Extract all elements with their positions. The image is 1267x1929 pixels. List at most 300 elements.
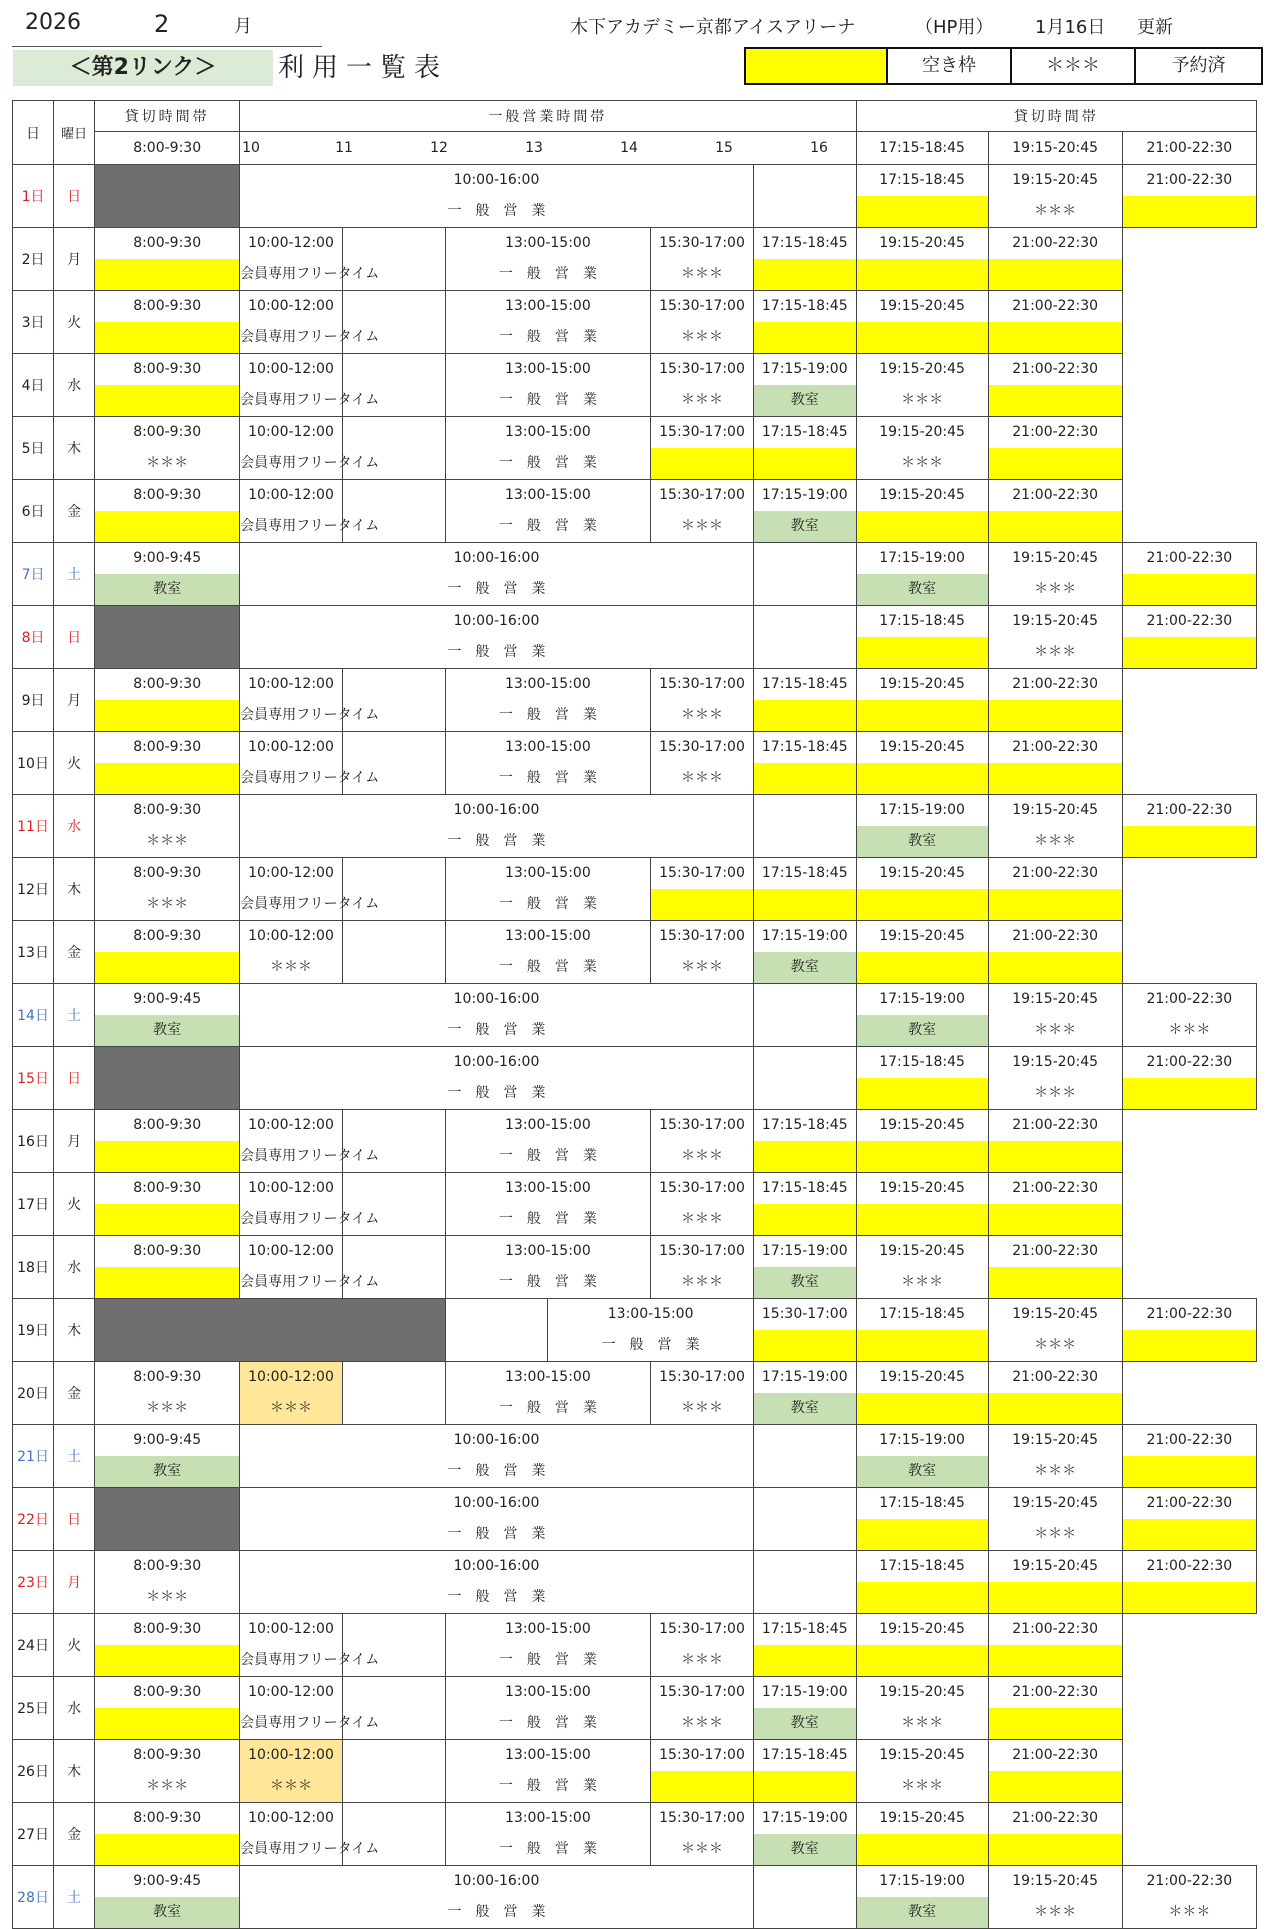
evening-slot-2[interactable] xyxy=(988,543,1122,606)
evening-slot-2[interactable] xyxy=(856,417,988,480)
evening-slot-1[interactable] xyxy=(856,1047,988,1110)
general-session-time: 10:00-16:00 xyxy=(453,802,540,818)
morning-slot[interactable] xyxy=(95,732,240,795)
evening-slot-3[interactable] xyxy=(988,921,1122,984)
morning-slot[interactable] xyxy=(95,1425,240,1488)
member-freetime-slot[interactable] xyxy=(240,1173,380,1236)
evening-slot-1[interactable] xyxy=(856,165,988,228)
evening-slot-1-time: 17:15-18:45 xyxy=(761,1747,848,1763)
member-freetime-slot-status: 会員専用フリータイム xyxy=(240,1211,380,1227)
table-row xyxy=(13,1677,1257,1740)
table-row xyxy=(13,858,1257,921)
evening-slot-2[interactable] xyxy=(856,1236,988,1299)
member-freetime-slot-status: 会員専用フリータイム xyxy=(240,518,380,534)
evening-slot-3-status xyxy=(1123,637,1256,668)
general-session[interactable] xyxy=(445,1236,651,1299)
morning-slot-time: 8:00-9:30 xyxy=(133,1117,202,1133)
hour-label: 11 xyxy=(335,139,353,156)
evening-slot-2-time: 19:15-20:45 xyxy=(879,1747,965,1763)
general-session[interactable] xyxy=(240,1425,754,1488)
evening-slot-3[interactable] xyxy=(988,1236,1122,1299)
afternoon-slot-time: 15:30-17:00 xyxy=(659,676,745,692)
evening-slot-3[interactable] xyxy=(988,291,1122,354)
general-session-time: 10:00-16:00 xyxy=(453,1054,540,1070)
evening-slot-3-status xyxy=(989,1267,1122,1298)
evening-slot-2[interactable] xyxy=(856,291,988,354)
member-freetime-slot[interactable] xyxy=(240,858,380,921)
general-session-status: 一 般 営 業 xyxy=(498,1715,597,1731)
evening-slot-2[interactable] xyxy=(856,1677,988,1740)
evening-slot-2-status xyxy=(857,889,988,920)
hour-label: 13 xyxy=(525,139,543,156)
member-freetime-slot-status: 会員専用フリータイム xyxy=(240,770,380,786)
member-freetime-slot[interactable] xyxy=(240,1803,380,1866)
evening-slot-1[interactable] xyxy=(753,291,856,354)
morning-slot[interactable] xyxy=(95,1173,240,1236)
table-row xyxy=(13,480,1257,543)
morning-slot[interactable] xyxy=(95,1803,240,1866)
general-session[interactable] xyxy=(445,732,651,795)
afternoon-slot[interactable] xyxy=(651,291,754,354)
evening-slot-2[interactable] xyxy=(856,228,988,291)
member-freetime-slot[interactable] xyxy=(240,1677,380,1740)
evening-slot-1[interactable] xyxy=(856,1425,988,1488)
evening-slot-3-time: 21:00-22:30 xyxy=(1012,1747,1099,1763)
evening-slot-1[interactable] xyxy=(856,984,988,1047)
evening-slot-1[interactable] xyxy=(753,732,856,795)
evening-slot-1-time: 17:15-18:45 xyxy=(761,298,848,314)
general-session-status: 一 般 営 業 xyxy=(498,1211,597,1227)
general-session[interactable] xyxy=(445,354,651,417)
evening-slot-1-status xyxy=(754,700,856,731)
general-session-time: 10:00-16:00 xyxy=(453,1432,540,1448)
morning-slot[interactable] xyxy=(95,858,240,921)
general-session[interactable] xyxy=(445,291,651,354)
member-freetime-slot-time: 10:00-12:00 xyxy=(240,1362,342,1393)
evening-slot-2-status xyxy=(857,1834,988,1865)
evening-slot-3[interactable] xyxy=(988,1740,1122,1803)
member-freetime-slot[interactable] xyxy=(240,291,380,354)
morning-slot[interactable] xyxy=(95,1362,240,1425)
member-freetime-slot[interactable] xyxy=(240,354,380,417)
evening-slot-1[interactable] xyxy=(753,921,856,984)
evening-slot-3-status xyxy=(989,1771,1122,1802)
afternoon-slot[interactable] xyxy=(753,1299,856,1362)
general-session[interactable] xyxy=(240,1488,754,1551)
evening-slot-3-status xyxy=(989,700,1122,731)
evening-slot-3-status xyxy=(989,1393,1122,1424)
evening-slot-2[interactable] xyxy=(988,984,1122,1047)
morning-slot[interactable] xyxy=(95,291,240,354)
evening-slot-2-status xyxy=(857,259,988,290)
member-freetime-slot-status: 会員専用フリータイム xyxy=(240,1841,380,1857)
general-session-time: 13:00-15:00 xyxy=(505,928,591,944)
afternoon-slot[interactable] xyxy=(651,1677,754,1740)
evening-slot-3[interactable] xyxy=(1122,1551,1256,1614)
evening-slot-2-time: 19:15-20:45 xyxy=(879,1180,965,1196)
evening-slot-2[interactable] xyxy=(988,1047,1122,1110)
evening-slot-3[interactable] xyxy=(1122,1047,1256,1110)
evening-slot-1[interactable] xyxy=(753,228,856,291)
evening-slot-1[interactable] xyxy=(856,1551,988,1614)
general-session[interactable] xyxy=(240,606,754,669)
evening-slot-3-status xyxy=(1123,196,1256,227)
rink-tag: ＜第2リンク＞ xyxy=(13,50,273,86)
general-session[interactable] xyxy=(445,921,651,984)
evening-slot-3[interactable] xyxy=(1122,1866,1256,1929)
afternoon-slot[interactable] xyxy=(651,228,754,291)
morning-slot[interactable] xyxy=(95,1551,240,1614)
evening-slot-1[interactable] xyxy=(753,417,856,480)
afternoon-slot[interactable] xyxy=(651,732,754,795)
evening-slot-2-time: 19:15-20:45 xyxy=(1012,613,1099,629)
general-session-time: 10:00-16:00 xyxy=(453,1873,540,1889)
general-session[interactable] xyxy=(445,228,651,291)
evening-slot-3-status xyxy=(989,1141,1122,1172)
evening-slot-3-time: 21:00-22:30 xyxy=(1146,613,1233,629)
evening-slot-1-time: 17:15-19:00 xyxy=(761,928,848,944)
morning-slot[interactable] xyxy=(95,228,240,291)
evening-slot-2[interactable] xyxy=(856,921,988,984)
morning-slot-status: 教室 xyxy=(95,1015,239,1046)
general-session[interactable] xyxy=(445,1362,651,1425)
afternoon-slot[interactable] xyxy=(651,1362,754,1425)
morning-slot[interactable] xyxy=(95,1488,240,1551)
evening-slot-1-status xyxy=(857,637,988,668)
general-session-label: 一 般 営 業 xyxy=(447,833,546,849)
evening-slot-2-status: ＊＊＊ xyxy=(1034,581,1077,597)
morning-slot[interactable] xyxy=(95,1110,240,1173)
evening-slot-1[interactable] xyxy=(753,1110,856,1173)
member-freetime-slot[interactable] xyxy=(240,732,380,795)
evening-slot-3[interactable] xyxy=(988,1110,1122,1173)
weekday-cell: 金 xyxy=(54,921,95,984)
general-session[interactable] xyxy=(548,1299,754,1362)
evening-slot-2-time: 19:15-20:45 xyxy=(879,1684,965,1700)
evening-slot-1-status xyxy=(754,1204,856,1235)
evening-slot-3[interactable] xyxy=(1122,1425,1256,1488)
general-session-time: 13:00-15:00 xyxy=(607,1306,694,1322)
evening-slot-2[interactable] xyxy=(856,1614,988,1677)
member-freetime-slot-time: 10:00-12:00 xyxy=(248,676,334,692)
empty-cell xyxy=(445,1299,548,1362)
evening-slot-2-status xyxy=(857,511,988,542)
evening-slot-3[interactable] xyxy=(1122,795,1256,858)
evening-slot-1[interactable] xyxy=(753,1236,856,1299)
evening-slot-3-time: 21:00-22:30 xyxy=(1146,991,1233,1007)
evening-slot-3-status xyxy=(989,889,1122,920)
evening-slot-2[interactable] xyxy=(988,1299,1122,1362)
evening-slot-2[interactable] xyxy=(988,1551,1122,1614)
morning-slot[interactable] xyxy=(95,795,240,858)
facility-name: 木下アカデミー京都アイスアリーナ xyxy=(570,17,856,38)
evening-slot-1[interactable] xyxy=(856,543,988,606)
evening-slot-2-status: ＊＊＊ xyxy=(901,1274,944,1290)
member-freetime-slot[interactable] xyxy=(240,417,380,480)
afternoon-slot[interactable] xyxy=(651,1173,754,1236)
general-session[interactable] xyxy=(445,1677,651,1740)
evening-slot-3-time: 21:00-22:30 xyxy=(1146,1054,1233,1070)
evening-slot-2-time: 19:15-20:45 xyxy=(879,1369,965,1385)
morning-slot[interactable] xyxy=(95,1047,240,1110)
evening-slot-2[interactable] xyxy=(988,795,1122,858)
member-freetime-slot-time: 10:00-12:00 xyxy=(240,1740,342,1771)
general-session[interactable] xyxy=(445,1740,651,1803)
morning-slot[interactable] xyxy=(95,1614,240,1677)
weekday-cell: 月 xyxy=(54,669,95,732)
morning-slot[interactable] xyxy=(95,543,240,606)
evening-slot-1-time: 17:15-18:45 xyxy=(879,613,965,629)
table-row xyxy=(13,732,1257,795)
evening-slot-3[interactable] xyxy=(988,1803,1122,1866)
general-session[interactable] xyxy=(240,543,754,606)
evening-slot-1[interactable] xyxy=(753,1740,856,1803)
evening-slot-2[interactable] xyxy=(856,354,988,417)
evening-slot-2-status: ＊＊＊ xyxy=(1034,1022,1077,1038)
evening-slot-3[interactable] xyxy=(988,417,1122,480)
morning-slot-status xyxy=(95,511,239,542)
general-session[interactable] xyxy=(445,417,651,480)
weekday-cell: 日 xyxy=(54,165,95,228)
morning-slot[interactable] xyxy=(95,165,240,228)
page-header xyxy=(0,0,1267,92)
evening-slot-3[interactable] xyxy=(1122,984,1256,1047)
evening-slot-2[interactable] xyxy=(856,1803,988,1866)
evening-slot-1-time: 17:15-18:45 xyxy=(761,739,848,755)
evening-slot-2[interactable] xyxy=(856,1110,988,1173)
evening-slot-3[interactable] xyxy=(1122,165,1256,228)
member-freetime-slot[interactable] xyxy=(240,1110,380,1173)
afternoon-slot[interactable] xyxy=(651,417,754,480)
evening-slot-2[interactable] xyxy=(988,1866,1122,1929)
afternoon-slot-time: 15:30-17:00 xyxy=(659,1243,745,1259)
general-session-time: 13:00-15:00 xyxy=(505,676,591,692)
evening-slot-3[interactable] xyxy=(1122,1488,1256,1551)
general-session[interactable] xyxy=(445,1110,651,1173)
evening-slot-3-status xyxy=(989,448,1122,479)
morning-slot[interactable] xyxy=(95,606,240,669)
evening-slot-3[interactable] xyxy=(988,1614,1122,1677)
evening-slot-1-status xyxy=(754,889,856,920)
general-session-time: 13:00-15:00 xyxy=(505,361,591,377)
evening-slot-2-status: ＊＊＊ xyxy=(1034,1085,1077,1101)
evening-slot-2[interactable] xyxy=(856,1740,988,1803)
table-row xyxy=(13,1110,1257,1173)
evening-slot-2[interactable] xyxy=(856,480,988,543)
general-session[interactable] xyxy=(240,165,754,228)
weekday-cell: 金 xyxy=(54,1362,95,1425)
evening-slot-3[interactable] xyxy=(1122,543,1256,606)
general-session[interactable] xyxy=(240,984,754,1047)
afternoon-slot[interactable] xyxy=(651,921,754,984)
weekday-cell: 木 xyxy=(54,417,95,480)
morning-slot-time: 8:00-9:30 xyxy=(133,676,202,692)
general-session-time: 13:00-15:00 xyxy=(505,1243,591,1259)
evening-slot-1[interactable] xyxy=(753,480,856,543)
evening-slot-1[interactable] xyxy=(753,1803,856,1866)
day-cell: 20日 xyxy=(13,1362,54,1425)
evening-slot-1[interactable] xyxy=(856,606,988,669)
weekday-cell: 土 xyxy=(54,543,95,606)
evening-slot-3[interactable] xyxy=(988,354,1122,417)
general-session-time: 13:00-15:00 xyxy=(505,298,591,314)
afternoon-slot-status: ＊＊＊ xyxy=(681,1400,723,1416)
evening-slot-2[interactable] xyxy=(988,1425,1122,1488)
general-session[interactable] xyxy=(445,858,651,921)
evening-slot-1[interactable] xyxy=(753,1173,856,1236)
evening-slot-3[interactable] xyxy=(988,1362,1122,1425)
general-session-time: 10:00-16:00 xyxy=(453,991,540,1007)
afternoon-slot[interactable] xyxy=(651,858,754,921)
general-session-label: 一 般 営 業 xyxy=(447,203,546,219)
general-session[interactable] xyxy=(445,480,651,543)
general-session[interactable] xyxy=(240,1551,754,1614)
evening-slot-3-time: 21:00-22:30 xyxy=(1012,1369,1099,1385)
evening-slot-3[interactable] xyxy=(988,1677,1122,1740)
member-freetime-slot[interactable] xyxy=(240,1614,380,1677)
evening-slot-3-time: 21:00-22:30 xyxy=(1146,1558,1233,1574)
morning-slot[interactable] xyxy=(95,1236,240,1299)
member-freetime-slot[interactable] xyxy=(240,228,380,291)
evening-slot-3[interactable] xyxy=(988,480,1122,543)
morning-slot-time: 8:00-9:30 xyxy=(133,1243,202,1259)
morning-slot[interactable] xyxy=(95,921,240,984)
afternoon-slot-time: 15:30-17:00 xyxy=(659,1810,745,1826)
general-session[interactable] xyxy=(445,1803,651,1866)
evening-slot-1-time: 17:15-18:45 xyxy=(761,424,848,440)
general-session-label: 一 般 営 業 xyxy=(447,1589,546,1605)
day-cell: 1日 xyxy=(13,165,54,228)
evening-slot-2-time: 19:15-20:45 xyxy=(879,361,965,377)
general-session[interactable] xyxy=(240,1866,754,1929)
general-session[interactable] xyxy=(240,1047,754,1110)
general-session[interactable] xyxy=(445,1173,651,1236)
morning-slot[interactable] xyxy=(95,984,240,1047)
evening-slot-1[interactable] xyxy=(753,669,856,732)
evening-slot-3[interactable] xyxy=(1122,606,1256,669)
weekday-cell: 木 xyxy=(54,1740,95,1803)
evening-slot-1[interactable] xyxy=(753,1362,856,1425)
afternoon-slot[interactable] xyxy=(651,480,754,543)
evening-slot-3[interactable] xyxy=(988,1173,1122,1236)
general-session[interactable] xyxy=(240,795,754,858)
morning-slot[interactable] xyxy=(95,480,240,543)
evening-slot-1-time: 17:15-19:00 xyxy=(761,361,848,377)
morning-slot[interactable] xyxy=(95,1677,240,1740)
evening-slot-1-status: 教室 xyxy=(857,1897,988,1928)
general-session-status: 一 般 営 業 xyxy=(498,266,597,282)
morning-slot[interactable] xyxy=(95,354,240,417)
evening-slot-3[interactable] xyxy=(1122,1299,1256,1362)
evening-slot-3-status xyxy=(1123,1456,1256,1487)
afternoon-slot[interactable] xyxy=(651,669,754,732)
morning-slot-time: 8:00-9:30 xyxy=(133,1180,202,1196)
evening-slot-3-status xyxy=(989,511,1122,542)
evening-slot-1[interactable] xyxy=(856,1488,988,1551)
evening-slot-3[interactable] xyxy=(988,228,1122,291)
evening-slot-2[interactable] xyxy=(988,606,1122,669)
afternoon-slot-time: 15:30-17:00 xyxy=(659,235,745,251)
morning-slot[interactable] xyxy=(95,1740,240,1803)
afternoon-slot-status: ＊＊＊ xyxy=(681,1715,723,1731)
member-freetime-slot-status: 会員専用フリータイム xyxy=(240,392,380,408)
afternoon-slot[interactable] xyxy=(651,1803,754,1866)
evening-slot-1[interactable] xyxy=(753,354,856,417)
member-freetime-slot[interactable] xyxy=(240,669,380,732)
evening-slot-2[interactable] xyxy=(856,858,988,921)
member-freetime-slot[interactable] xyxy=(240,1236,380,1299)
morning-slot-time: 8:00-9:30 xyxy=(133,1684,202,1700)
member-freetime-slot[interactable] xyxy=(240,1740,343,1803)
evening-slot-1[interactable] xyxy=(753,858,856,921)
evening-slot-1[interactable] xyxy=(856,1299,988,1362)
table-row xyxy=(13,1299,1257,1362)
col-charter-evening-header: 貸切時間帯 xyxy=(856,101,1256,132)
general-session[interactable] xyxy=(445,669,651,732)
afternoon-slot[interactable] xyxy=(651,1110,754,1173)
evening-slot-2[interactable] xyxy=(988,165,1122,228)
col-charter-morning-header: 貸切時間帯 xyxy=(95,101,240,132)
afternoon-slot[interactable] xyxy=(651,1236,754,1299)
weekday-cell: 水 xyxy=(54,354,95,417)
afternoon-slot[interactable] xyxy=(651,1614,754,1677)
evening-slot-3-time: 21:00-22:30 xyxy=(1146,550,1233,566)
evening-slot-2[interactable] xyxy=(856,1173,988,1236)
afternoon-slot[interactable] xyxy=(651,354,754,417)
evening-slot-3[interactable] xyxy=(988,732,1122,795)
morning-slot-status: ＊＊＊ xyxy=(146,1400,189,1416)
evening-slot-3[interactable] xyxy=(988,669,1122,732)
morning-slot[interactable] xyxy=(95,1866,240,1929)
member-freetime-slot[interactable] xyxy=(240,1362,343,1425)
evening-slot-3-time: 21:00-22:30 xyxy=(1146,1306,1233,1322)
general-session[interactable] xyxy=(445,1614,651,1677)
evening-slot-1[interactable] xyxy=(856,1866,988,1929)
morning-slot-time: 8:00-9:30 xyxy=(133,928,202,944)
evening-slot-1[interactable] xyxy=(856,795,988,858)
afternoon-slot-time: 15:30-17:00 xyxy=(659,1747,745,1763)
member-freetime-slot-time: 10:00-12:00 xyxy=(248,928,334,944)
member-freetime-slot[interactable] xyxy=(240,921,343,984)
evening-slot-2[interactable] xyxy=(856,732,988,795)
evening-slot-1-time: 17:15-18:45 xyxy=(761,676,848,692)
evening-slot-2[interactable] xyxy=(856,669,988,732)
morning-slot-time: 8:00-9:30 xyxy=(133,865,202,881)
evening-slot-3[interactable] xyxy=(988,858,1122,921)
evening-slot-2[interactable] xyxy=(988,1488,1122,1551)
evening-slot-1[interactable] xyxy=(753,1677,856,1740)
general-session-status: 一 般 営 業 xyxy=(498,707,597,723)
evening-slot-2[interactable] xyxy=(856,1362,988,1425)
morning-slot[interactable] xyxy=(95,417,240,480)
evening-slot-3-time: 21:00-22:30 xyxy=(1012,1180,1099,1196)
table-row xyxy=(13,1614,1257,1677)
evening-slot-3-status xyxy=(989,259,1122,290)
member-freetime-slot-status: ＊＊＊ xyxy=(270,959,312,975)
evening-slot-3-status xyxy=(989,1708,1122,1739)
morning-slot[interactable] xyxy=(95,669,240,732)
member-freetime-slot[interactable] xyxy=(240,480,380,543)
member-freetime-slot-time: 10:00-12:00 xyxy=(248,1621,334,1637)
afternoon-slot[interactable] xyxy=(651,1740,754,1803)
evening-slot-1-status: 教室 xyxy=(857,574,988,605)
evening-slot-1-status xyxy=(857,1519,988,1550)
member-freetime-slot-time: 10:00-12:00 xyxy=(248,1243,334,1259)
general-session-status: 一 般 営 業 xyxy=(498,1148,597,1164)
general-session-status: 一 般 営 業 xyxy=(498,896,597,912)
afternoon-slot-time: 15:30-17:00 xyxy=(659,928,745,944)
evening-slot-1[interactable] xyxy=(753,1614,856,1677)
